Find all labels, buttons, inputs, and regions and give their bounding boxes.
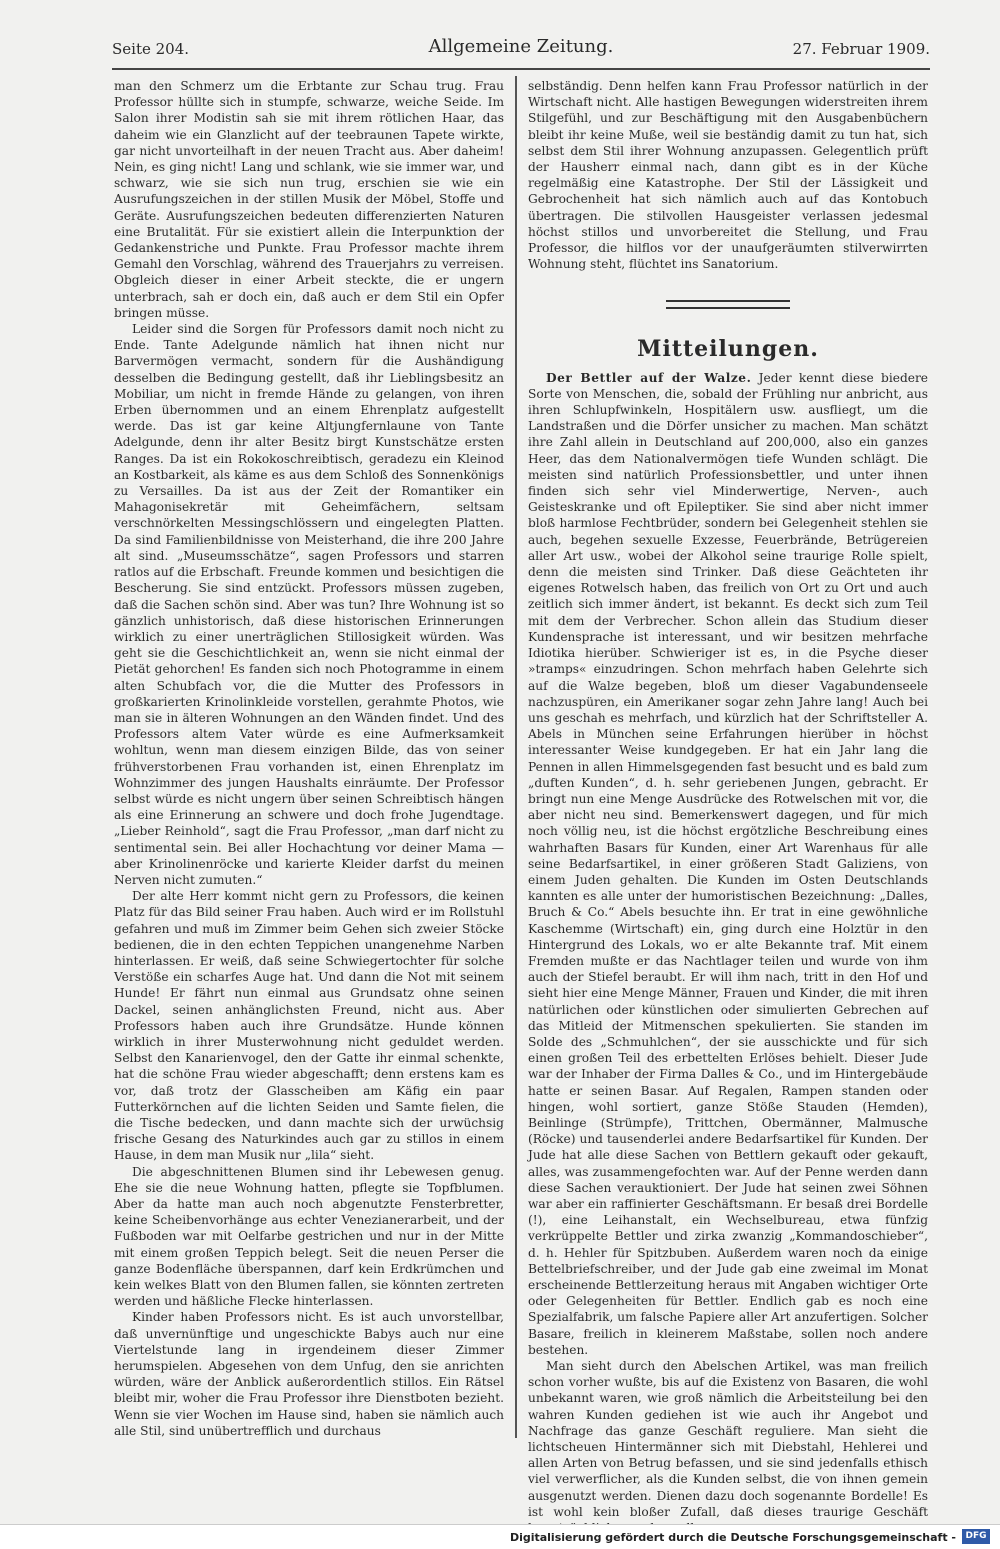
- page-number: Seite 204.: [112, 40, 190, 58]
- section-title: Mitteilungen.: [637, 336, 819, 363]
- section-separator: [666, 300, 790, 309]
- article-text: Jeder kennt diese biedere Sorte von Menschen, die, sobald der Frühling nur anbricht, aus ihren Schlupfwinkeln, Hospitälern usw. ausfliegt, um die Landstraßen und die Dörfer unsicher zu machen. Man schätzt ihre Zahl allein in Deutschland auf 200,000, also ein ganzes Heer, das dem Nationalvermögen tiefe Wunden schlägt. Die meisten sind natürlich Professionsbettler, und unter ihnen finden sich sehr viel Minderwertige, Nerven-, auch Geisteskranke und oft Epileptiker. Sie sind aber nicht immer bloß harmlose Fechtbrüder, sondern bei Gelegenheit stehlen sie auch, begehen sexuelle Exzesse, Feuerbrände, Betrügereien aller Art usw., wobei der Alkohol seine traurige Rolle spielt, denn die meisten sind Trinker. Daß diese Geächteten ihr eigenes Rotwelsch haben, das freilich von Ort zu Ort und auch zeitlich sich immer ändert, ist bekannt. Es deckt sich zum Teil mit dem der Verbrecher. Schon allein das Studium dieser Kundensprache ist interessant, und wir besitzen mehrfache Idiotika hierüber. Schwieriger ist es, in die Psyche dieser »tramps« einzudringen. Schon mehrfach haben Gelehrte sich auf die Walze begeben, bloß um dieser Vagabundenseele nachzuspüren, ein Amerikaner sogar zehn Jahre lang! Auch bei uns geschah es mehrfach, und kürzlich hat der Schriftsteller A. Abels in München seine Erfahrungen hierüber in höchst interessanter Weise kundgegeben. Er hat ein Jahr lang die Pennen in allen Himmelsgegenden fast besucht und es bald zum „duften Kunden“, d. h. sehr geriebenen Jungen, gebracht. Er bringt nun eine Menge Ausdrücke des Rotwelschen mit vor, die aber nicht neu sind. Bemerkenswert dagegen, und für mich noch völlig neu, ist die höchst ergötzliche Beschreibung eines wahrhaften Basars für Kunden, einer Art Warenhaus für alle seine Bedarfsartikel, in einer größeren Stadt Galiziens, von einem Juden gehalten. Die Kunden im Osten Deutschlands kannten es alle unter der humoristischen Bezeichnung: „Dalles, Bruch & Co.“ Abels besuchte ihn. Er trat in eine gewöhnliche Kaschemme (Wirtschaft) ein, ging durch eine Holztür in den Hintergrund des Lokals, wo er alte Bekannte traf. Mit einem Fremden mußte er das Nachtlager teilen und wurde von ihm auch der Stiefel beraubt. Er will ihm nach, tritt in den Hof und sieht hier eine Menge Männer, Frauen und Kinder, die mit ihren natürlichen oder künstlichen oder simulierten Gebrechen auf das Mitleid der Mitmenschen spekulierten. Sie standen im Solde des „Schmuhlchen“, der sie ausschickte und für sich einen großen Teil des erbettelten Erlöses behielt. Dieser Jude war der Inhaber der Firma Dalles & Co., und im Hintergebäude hatte er seinen Basar. Auf Regalen, Rampen standen oder hingen, wohl sortiert, ganze Stöße Stauden (Hemden), Beinlinge (Strümpfe), Trittchen, Obermänner, Malmusche (Röcke) und tausenderlei andere Bedarfsartikel für Kunden. Der Jude hat alle diese Sachen von Bettlern gekauft oder gekauft, alles, was zusammengefochten war. Auf der Penne werden dann diese Sachen verauktioniert. Der Jude hat seinen zwei Söhnen war aber ein raffinierter Geschäftsmann. Er besaß drei Bordelle (!), eine Leihanstalt, ein Wechselbureau, etwa fünfzig verkrüppelte Bettler und zirka zwanzig „Kommandoschieber“, d. h. Hehler für Spitzbuben. Außerdem waren noch da einige Bettelbriefschreiber, und der Jude gab eine zweimal im Monat erscheinende Bettlerzeitung heraus mit Angaben wichtiger Orte oder Gelegenheiten für Bettler. Endlich gab es noch eine Spezialfabrik, um falsche Papiere aller Art anzufertigen. Solcher Basare, freilich in kleinerem Maßstabe, sollen noch andere bestehen.: [528, 370, 929, 1357]
- paragraph: selbständig. Denn helfen kann Frau Professor natürlich in der Wirtschaft nicht. Alle hastigen Bewegungen widerstreiten ihrem Stilgefühl, und zur Beschäftigung mit den Ausgabenbüchern bleibt ihr keine Muße, weil sie beständig damit zu tun hat, sich selbst dem Stil ihrer Wohnung anzupassen. Gelegentlich prüft der Hausherr einmal nach, dann gibt es in der Küche regelmäßig eine Katastrophe. Der Stil der Lässigkeit und Gebrochenheit hat sich nämlich auch auf das Kontobuch übertragen. Die stilvollen Hausgeister verlassen jedesmal höchst stillos und unvorbereitet die Stellung, und Frau Professor, die hilflos vor der unaufgeräumten stilverwirrten Wohnung steht, flüchtet ins Sanatorium.: [528, 79, 928, 272]
- left-column: [114, 78, 504, 1439]
- page-header: [112, 28, 930, 70]
- right-column: [528, 78, 928, 1536]
- paragraph: Kinder haben Professors nicht. Es ist auch unvorstellbar, daß unvernünftige und ungeschickte Babys auch nur eine Viertelstunde lang in irgendeinem dieser Zimmer herumspielen. Abgesehen von dem Unfug, den sie anrichten würden, wäre der Anblick außerordentlich stillos. Ein Rätsel bleibt mir, woher die Frau Professor ihre Dienstboten bezieht. Wenn sie vier Wochen im Hause sind, haben sie nämlich auch alle Stil, sind unübertrefflich und durchaus: [114, 1310, 504, 1438]
- newspaper-title: Allgemeine Zeitung.: [428, 36, 614, 57]
- article-paragraph: Man sieht durch den Abelschen Artikel, was man freilich schon vorher wußte, bis auf die Existenz von Basaren, die wohl unbekannt waren, wie groß nämlich die Arbeitsteilung bei den wahren Kunden gediehen ist wie auch ihr Angebot und Nachfrage das ganze Geschäft reguliere. Man sieht die lichtscheuen Hintermänner sich mit Diebstahl, Hehlerei und allen Arten von Betrug befassen, und sie sind jedenfalls ethisch viel verwerflicher, als die Kunden selbst, die von ihnen gemein ausgenutzt werden. Dienen dazu doch sogenannte Bordelle! Es ist wohl kein bloßer Zufall, daß dieses traurige Geschäft: [528, 1359, 928, 1519]
- issue-date: 27. Februar 1909.: [792, 40, 930, 58]
- column-divider: [515, 76, 517, 1438]
- paragraph: man den Schmerz um die Erbtante zur Schau trug. Frau Professor hüllte sich in stumpfe, schwarze, weiche Seide. Im Salon ihrer Modistin sah sie mit ihrem rötlichen Haar, das daheim wie ein Glanzlicht auf der teebraunen Tapete wirkte, gar nicht unvorteilhaft in der neuen Tracht aus. Aber daheim! Nein, es ging nicht! Lang und schlank, wie sie immer war, und schwarz, wie sie sich nun trug, erschien sie wie ein Ausrufungszeichen in der stillen Musik der Möbel, Stoffe und Geräte. Ausrufungszeichen bedeuten differenzierten Naturen eine Brutalität. Für sie existiert allein die Interpunktion der Gedankenstriche und Punkte. Frau Professor machte ihrem Gemahl den Vorschlag, während des Trauerjahrs zu verreisen. Obgleich dieser in einer Arbeit steckte, die er ungern unterbrach, sah er doch ein, daß auch er dem Stil ein Opfer bringen müsse.: [114, 79, 504, 320]
- article-paragraph: [528, 370, 928, 1358]
- paragraph: Die abgeschnittenen Blumen sind ihr Lebewesen genug. Ehe sie die neue Wohnung hatten, pflegte sie Topfblumen. Aber da hatte man auch noch abgenutzte Fensterbretter, keine Scheibenvorhänge aus echter Venezianerarbeit, und der Fußboden war mit Oelfarbe gestrichen und nur in der Mitte mit einem großen Teppich belegt. Seit die neuen Perser die ganze Bodenfläche überspannen, darf kein Erdkrümchen und kein welkes Blatt von den Blumen fallen, sie könnten zertreten werden und häßliche Flecke hinterlassen.: [114, 1164, 504, 1309]
- paragraph: Leider sind die Sorgen für Professors damit noch nicht zu Ende. Tante Adelgunde nämlich hat ihnen nicht nur Barvermögen vermacht, sondern für die Aushändigung desselben die Bedingung gestellt, daß ihr Lieblingsbesitz an Mobiliar, um nicht in fremde Hände zu gelangen, von ihren Erben übernommen und an einem Ehrenplatz aufgestellt werde. Das ist gar keine Altjungfernlaune von Tante Adelgunde, denn ihr alter Besitz birgt Kunstschätze ersten Ranges. Da ist ein Rokokoschreibtisch, geradezu ein Kleinod an Kostbarkeit, als käme es aus dem Schloß des Sonnenkönigs zu Versailles. Da ist aus der Zeit der Romantiker ein Mahagonisekretär mit Geheimfächern, seltsam verschnörkelten Messingschlössern und eingelegten Platten. Da sind Familienbildnisse von Meisterhand, die ihre 200 Jahre alt sind. „Museumsschätze“, sagen Professors und starren ratlos auf die Erbschaft. Freunde kommen und besichtigen die Bescherung. Sie sind entzückt. Professors müssen zugeben, daß die Sachen schön sind. Aber was tun? Ihre Wohnung ist so gänzlich unhistorisch, daß diese historischen Erinnerungen wirklich zu einer unerträglichen Stillosigkeit würden. Was geht sie die Geschichtlichkeit an, wenn sie nicht einmal der Pietät gehorchen! Es fanden sich noch Photogramme in einem alten Schubfach vor, die die Mutter des Professors in großkarierten Krinolinkleide vorstellen, gerahmte Photos, wie man sie in älteren Wohnungen an den Wänden findet. Und des Professors altem Vater würde es eine Aufmerksamkeit wohltun, wenn man diesem einzigen Bilde, das von seiner frühverstorbenen Frau vorhanden ist, einen Ehrenplatz im Wohnzimmer des jungen Haushalts einräumte. Der Professor selbst würde es nicht ungern über seinen Schreibtisch hängen als eine Erinnerung an schwere und doch frohe Jugendtage. „Lieber Reinhold“, sagt die Frau Professor, „man darf nicht zu sentimental sein. Bei aller Hochachtung vor deiner Mama — aber Krinolinenröcke und karierte Kleider darfst du meinen Nerven nicht zumuten.“: [114, 322, 504, 887]
- article-lead: Der Bettler auf der Walze.: [546, 370, 752, 385]
- footer-credit: Digitalisierung gefördert durch die Deutsche Forschungsgemeinschaft -: [509, 1531, 956, 1544]
- footer-bar: [0, 1524, 1000, 1549]
- dfg-logo: DFG: [962, 1529, 990, 1544]
- paragraph: Der alte Herr kommt nicht gern zu Professors, die keinen Platz für das Bild seiner Frau haben. Auch wird er im Rollstuhl gefahren und muß im Zimmer beim Gehen sich zweier Stöcke bedienen, die in den echten Teppichen unangenehme Narben hinterlassen. Er weiß, daß seine Schwiegertochter für solche Verstöße ein scharfes Auge hat. Und dann die Not mit seinem Hunde! Er fährt nun einmal aus Grundsatz ohne seinen Dackel, seinen anhänglichsten Freund, nicht aus. Aber Professors haben auch ihre Grundsätze. Hunde können wirklich in ihrer Musterwohnung nicht geduldet werden. Selbst den Kanarienvogel, den der Gatte ihr einmal schenkte, hat die schöne Frau wieder abgeschafft; denn erstens kam es vor, daß trotz der Glasscheiben am Käfig ein paar Futterkörnchen auf die lichten Seiden und Samte fielen, die die Tische bedecken, und dann machte sich der urwüchsig frische Gesang des Naturkindes auch gar zu stillos in einem Hause, in dem man Musik nur „lila“ sieht.: [114, 889, 504, 1163]
